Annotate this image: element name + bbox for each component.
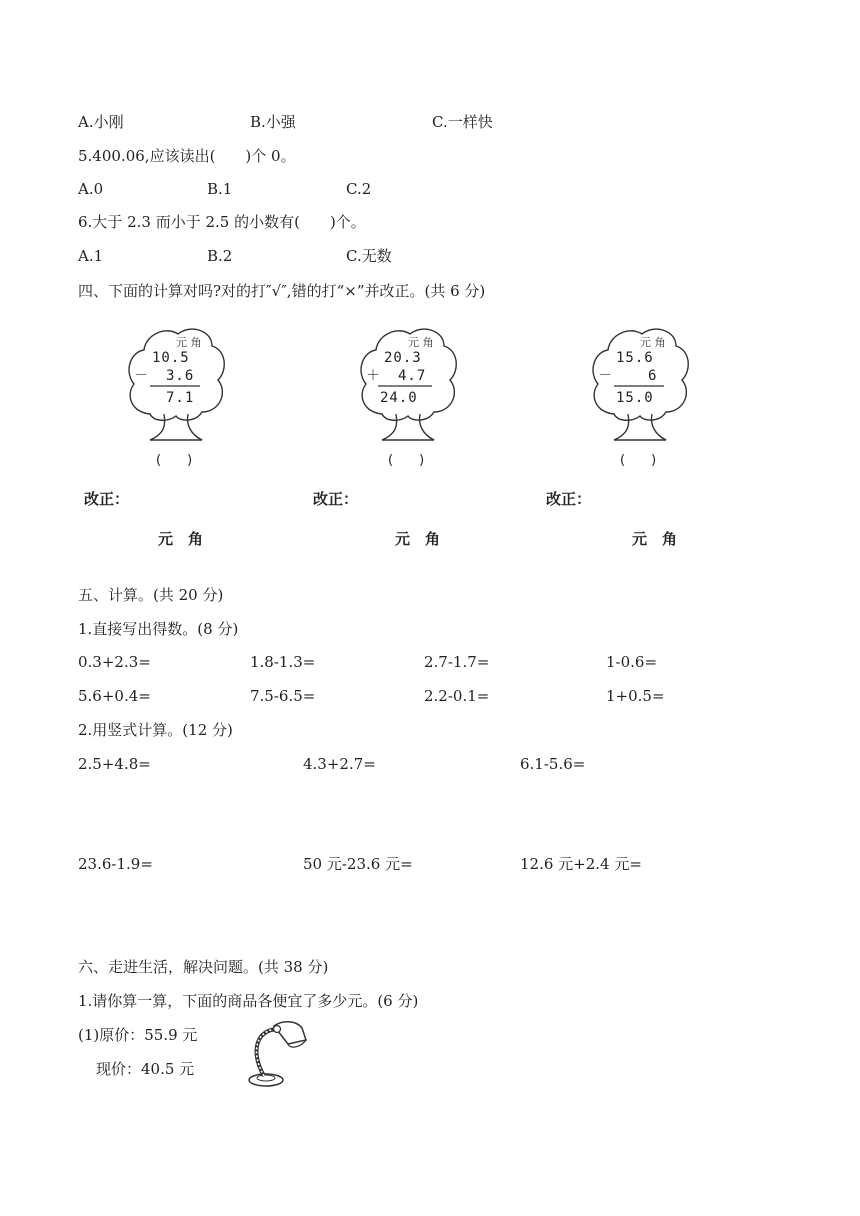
item1-original-price: (1)原价：55.9 元 xyxy=(78,1026,198,1044)
q5-option-b: B.1 xyxy=(207,180,233,198)
q5-option-c: C.2 xyxy=(346,180,372,198)
oral-calc-1: 0.3+2.3= xyxy=(78,653,151,671)
vertical-calc-2: 4.3+2.7= xyxy=(303,755,376,773)
answer-paren: ( ) xyxy=(156,453,193,468)
oral-calc-2: 1.8-1.3= xyxy=(250,653,316,671)
section6-question-1: 1.请你算一算，下面的商品各便宜了多少元。(6 分) xyxy=(78,992,419,1010)
section5-title: 五、计算。(共 20 分) xyxy=(78,586,224,604)
q6-option-a: A.1 xyxy=(78,247,104,265)
q4-option-c: C.一样快 xyxy=(432,113,493,131)
calc-header: 元 角 xyxy=(640,336,666,349)
calc-number-2: 4.7 xyxy=(398,368,427,384)
unit-label-1: 元 角 xyxy=(158,530,204,548)
oral-calc-3: 2.7-1.7= xyxy=(424,653,490,671)
calc-number-1: 20.3 xyxy=(384,350,422,366)
calc-number-2: 6 xyxy=(648,368,658,384)
q5-text: 5.400.06,应该读出( )个 0。 xyxy=(78,147,296,165)
oral-calc-6: 7.5-6.5= xyxy=(250,687,316,705)
correction-label-1: 改正： xyxy=(84,490,130,508)
q6-option-c: C.无数 xyxy=(346,247,392,265)
item1-current-price: 现价：40.5 元 xyxy=(96,1060,195,1078)
calc-header: 元 角 xyxy=(408,336,434,349)
calc-operator: ＋ xyxy=(366,368,380,384)
q5-option-a: A.0 xyxy=(78,180,104,198)
tree-calculation-1 xyxy=(120,322,230,472)
oral-calc-7: 2.2-0.1= xyxy=(424,687,490,705)
section5-part2-title: 2.用竖式计算。(12 分) xyxy=(78,721,233,739)
vertical-calc-4: 23.6-1.9= xyxy=(78,855,153,873)
calc-number-2: 3.6 xyxy=(166,368,195,384)
section4-title: 四、下面的计算对吗?对的打″√″,错的打“×”并改正。(共 6 分) xyxy=(78,282,486,300)
correction-label-3: 改正： xyxy=(546,490,592,508)
tree-calculation-3 xyxy=(584,322,694,472)
calc-operator: － xyxy=(598,368,612,384)
oral-calc-4: 1-0.6= xyxy=(606,653,658,671)
vertical-calc-5: 50 元-23.6 元= xyxy=(303,855,413,873)
calc-operator: － xyxy=(134,368,148,384)
section5-part1-title: 1.直接写出得数。(8 分) xyxy=(78,620,239,638)
answer-paren: ( ) xyxy=(388,453,425,468)
vertical-calc-1: 2.5+4.8= xyxy=(78,755,151,773)
section6-title: 六、走进生活，解决问题。(共 38 分) xyxy=(78,958,329,976)
vertical-calc-6: 12.6 元+2.4 元= xyxy=(520,855,642,873)
calc-number-1: 15.6 xyxy=(616,350,654,366)
calc-result: 15.0 xyxy=(616,390,654,406)
correction-label-2: 改正： xyxy=(313,490,359,508)
oral-calc-8: 1+0.5= xyxy=(606,687,665,705)
q4-option-a: A.小刚 xyxy=(78,113,124,131)
desk-lamp-icon xyxy=(244,1018,310,1090)
q4-option-b: B.小强 xyxy=(250,113,296,131)
calc-number-1: 10.5 xyxy=(152,350,190,366)
calc-header: 元 角 xyxy=(176,336,202,349)
calc-result: 24.0 xyxy=(380,390,418,406)
unit-label-3: 元 角 xyxy=(632,530,678,548)
q6-text: 6.大于 2.3 而小于 2.5 的小数有( )个。 xyxy=(78,213,366,231)
answer-paren: ( ) xyxy=(620,453,657,468)
q6-option-b: B.2 xyxy=(207,247,233,265)
oral-calc-5: 5.6+0.4= xyxy=(78,687,151,705)
unit-label-2: 元 角 xyxy=(395,530,441,548)
calc-result: 7.1 xyxy=(166,390,195,406)
vertical-calc-3: 6.1-5.6= xyxy=(520,755,586,773)
tree-calculation-2 xyxy=(352,322,462,472)
